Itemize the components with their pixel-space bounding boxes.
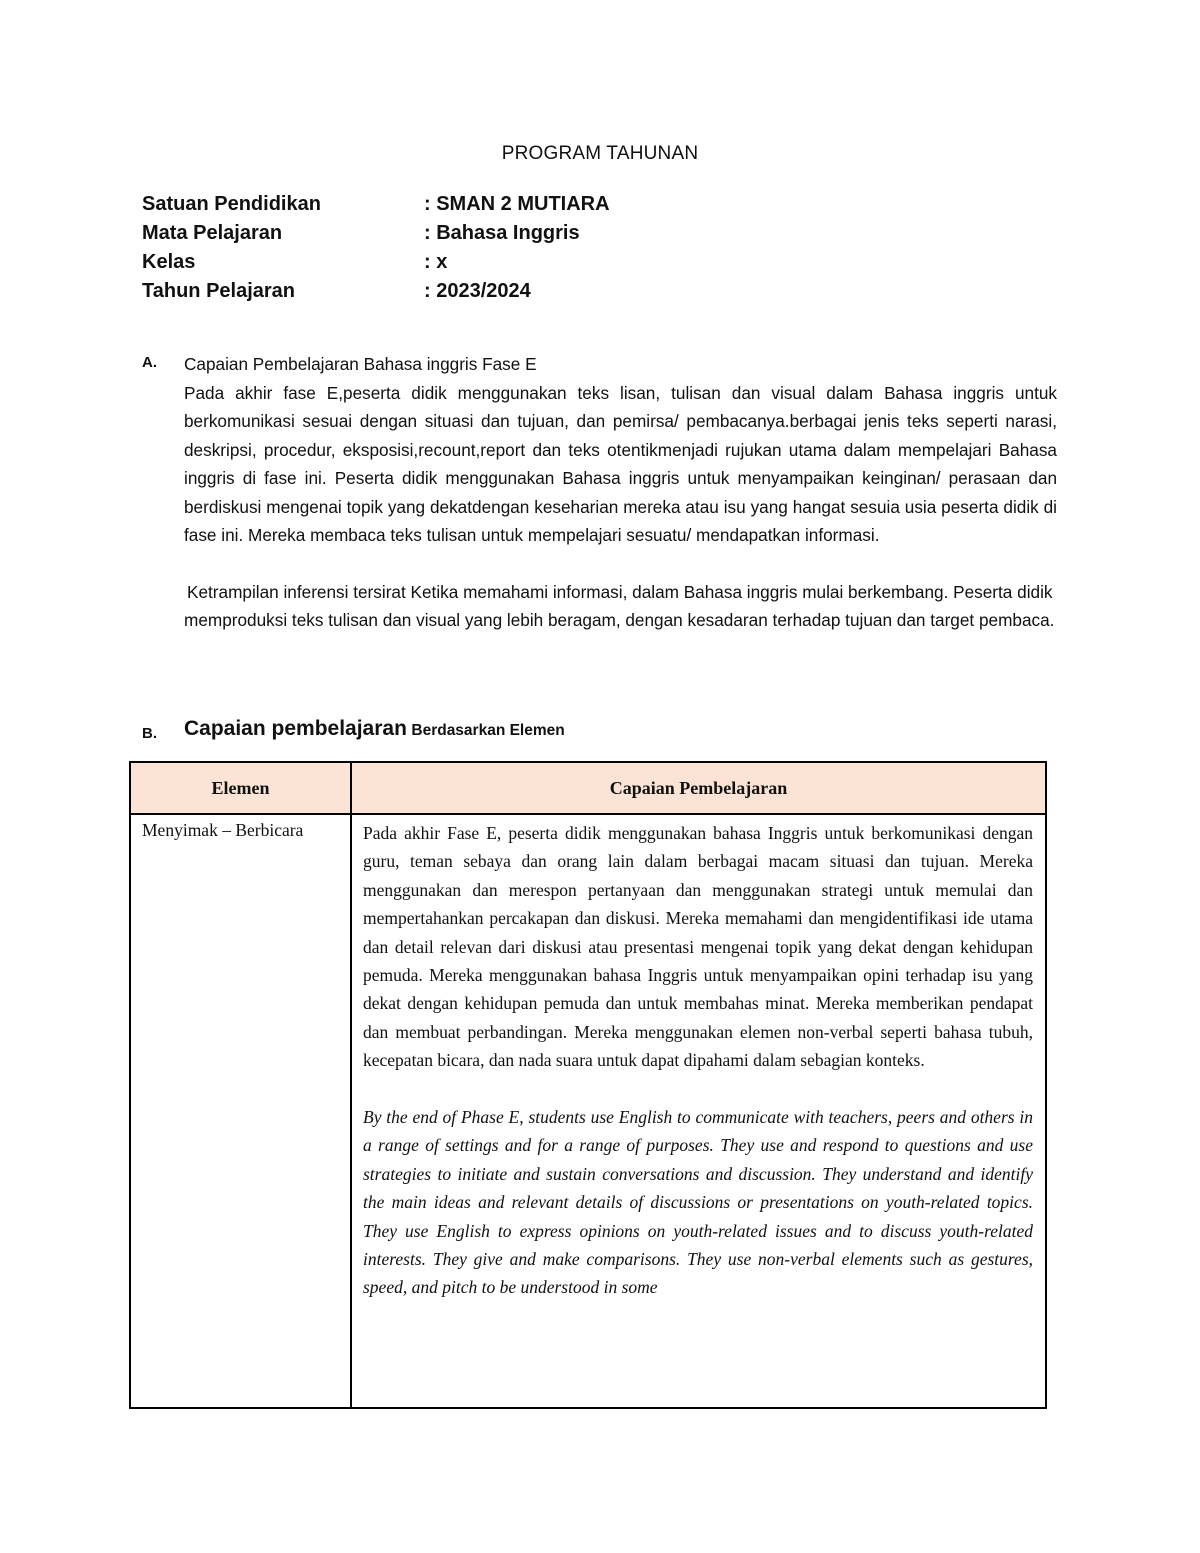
identity-value: : Bahasa Inggris — [424, 222, 580, 244]
identity-label: Tahun Pelajaran — [142, 280, 296, 302]
identity-row-kelas — [142, 248, 842, 277]
identity-row-satuan — [142, 190, 842, 219]
identity-value: : x — [424, 251, 448, 273]
section-a-title: Capaian Pembelajaran Bahasa inggris Fase E — [184, 354, 537, 374]
capaian-content — [352, 815, 1045, 1407]
section-b-title-sub: Berdasarkan Elemen — [411, 722, 565, 739]
capaian-table — [129, 761, 1047, 1409]
identity-row-mapel — [142, 219, 842, 248]
section-b-title-main: Capaian pembelajaran — [184, 717, 407, 740]
table-cell-elemen: Menyimak – Berbicara — [130, 814, 351, 1408]
section-a-body — [184, 350, 1057, 635]
identity-label: Kelas — [142, 251, 196, 273]
capaian-text-english: By the end of Phase E, students use English to communicate with teachers, peers and others in a range of settings and for a range of purposes. They use and respond to questions and use strategies to initiate and sustain conversations and discussion. They understand and identify the main ideas and relevant details of discussions or presentations on youth-related topics. They use English to express opinions on youth-related issues and to discuss youth-related interests. They give and make comparisons. They use non-verbal elements such as gestures, speed, and pitch to be understood in some — [363, 1107, 1033, 1298]
identity-value: : 2023/2024 — [424, 280, 531, 302]
identity-row-tahun — [142, 277, 842, 306]
section-a-paragraph: Pada akhir fase E,peserta didik menggunakan teks lisan, tulisan dan visual dalam Bahasa inggris untuk berkomunikasi sesuai dengan situasi dan tujuan, dan pemirsa/ pembacanya.berbagai jenis teks seperti narasi, deskripsi, procedur, eksposisi,recount,report dan teks otentikmenjadi rujukan utama dalam mempelajari Bahasa inggris di fase ini. Peserta didik menggunakan Bahasa inggris untuk menyampaikan keinginan/ perasaan dan berdiskusi mengenai topik yang dekatdengan keseharian mereka atau isu yang hangat sesuia usia peserta didik di fase ini. Mereka membaca teks tulisan untuk mempelajari sesuatu/ mendapatkan informasi. — [184, 382, 1057, 545]
identity-value: : SMAN 2 MUTIARA — [424, 193, 610, 215]
identity-label: Mata Pelajaran — [142, 222, 283, 244]
table-cell-capaian — [351, 814, 1046, 1408]
identity-label: Satuan Pendidikan — [142, 193, 321, 215]
section-a — [142, 350, 1062, 635]
capaian-text-indonesian: Pada akhir Fase E, peserta didik menggunakan bahasa Inggris untuk berkomunikasi dengan guru, teman sebaya dan orang lain dalam berbagai macam situasi dan tujuan. Mereka menggunakan dan merespon pertanyaan dan menggunakan strategi untuk memulai dan mempertahankan percakapan dan diskusi. Mereka memahami dan mengidentifikasi ide utama dan detail relevan dari diskusi atau presentasi mengenai topik yang dekat dengan kehidupan pemuda. Mereka menggunakan bahasa Inggris untuk menyampaikan opini terhadap isu yang dekat dengan kehidupan pemuda dan untuk membahas minat. Mereka memberikan pendapat dan membuat perbandingan. Mereka menggunakan elemen non-verbal seperti bahasa tubuh, kecepatan bicara, dan nada suara untuk dapat dipahami dalam sebagian konteks. — [363, 823, 1033, 1071]
section-a-letter: A. — [142, 354, 157, 371]
table-header-capaian: Capaian Pembelajaran — [351, 762, 1046, 814]
section-b-letter: B. — [142, 725, 157, 742]
identity-block — [142, 190, 842, 306]
page-title: PROGRAM TAHUNAN — [501, 143, 699, 164]
table-row — [130, 814, 1046, 1408]
section-b-heading — [142, 717, 1062, 749]
table-header-elemen: Elemen — [130, 762, 351, 814]
section-b-title — [184, 717, 565, 741]
section-a-paragraph: Ketrampilan inferensi tersirat Ketika memahami informasi, dalam Bahasa inggris mulai berkembang. Peserta didik memproduksi teks tulisan dan visual yang lebih beragam, dengan kesadaran terhadap tujuan dan target pembaca. — [184, 581, 1055, 630]
table-header-row — [130, 762, 1046, 814]
